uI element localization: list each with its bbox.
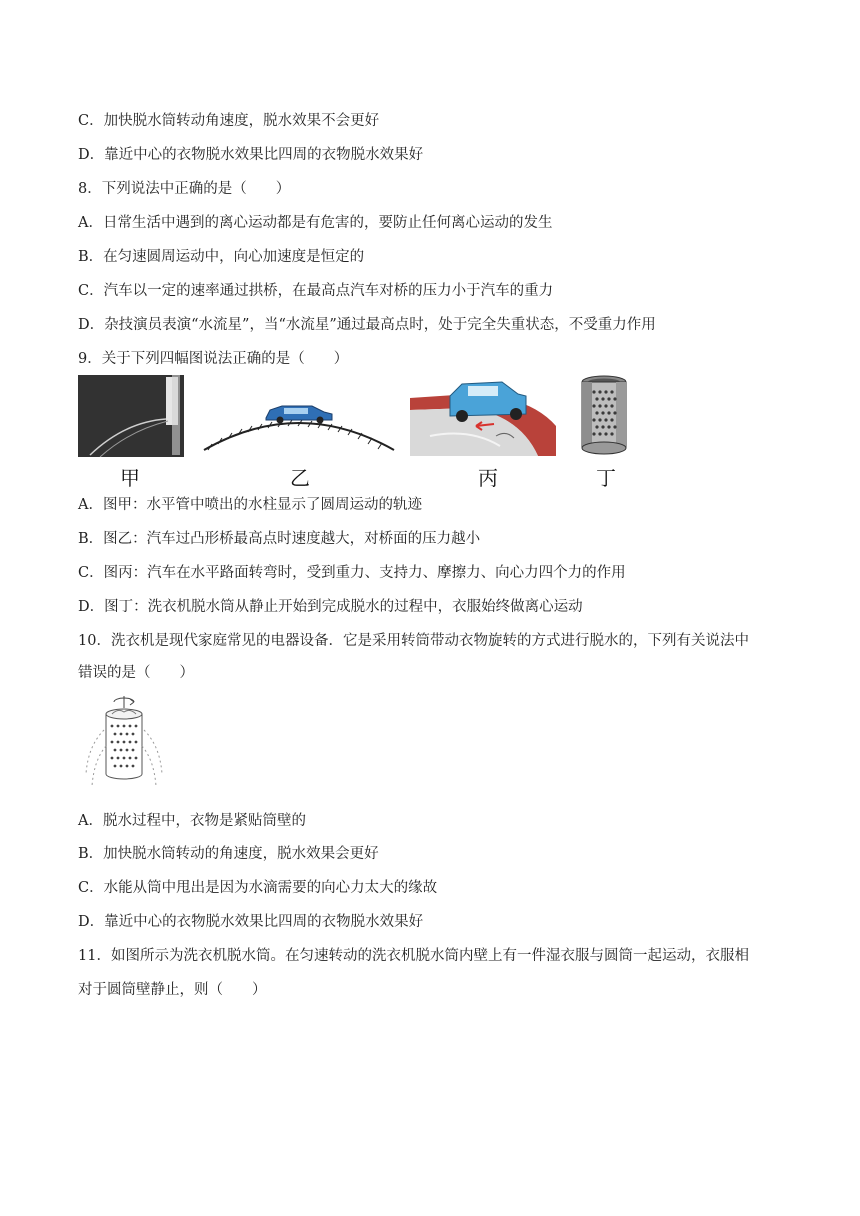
q10-option-c: C．水能从筒中甩出是因为水滴需要的向心力太大的缘故 [78,880,438,896]
q10-option-d: D．靠近中心的衣物脱水效果比四周的衣物脱水效果好 [78,914,424,930]
figure-caption-jia: 甲 [120,466,140,490]
q8-option-c: C．汽车以一定的速率通过拱桥，在最高点汽车对桥的压力小于汽车的重力 [78,283,554,299]
q9-option-b: B．图乙：汽车过凸形桥最高点时速度越大，对桥面的压力越小 [78,531,481,547]
figure-yi-image [200,388,398,452]
figure-ding-image [578,374,630,456]
washing-drum-figure [82,690,168,794]
question-8: 8．下列说法中正确的是（ ） [78,181,291,197]
question-11-line-2: 对于圆筒壁静止，则（ ） [78,982,267,998]
question-10-line-2: 错误的是（ ） [78,665,194,681]
text-line-1: C．加快脱水筒转动角速度，脱水效果不会更好 [78,113,380,129]
question-10-line-1: 10．洗衣机是现代家庭常见的电器设备．它是采用转筒带动衣物旋转的方式进行脱水的，下列有关说法中 [78,633,749,649]
q10-option-a: A．脱水过程中，衣物是紧贴筒壁的 [78,813,306,829]
q10-option-b: B．加快脱水筒转动的角速度，脱水效果会更好 [78,846,379,862]
q8-option-d: D．杂技演员表演“水流星”，当“水流星”通过最高点时，处于完全失重状态，不受重力作用 [78,317,656,333]
figure-bing-image [410,376,556,456]
question-9: 9．关于下列四幅图说法正确的是（ ） [78,351,349,367]
q8-option-b: B．在匀速圆周运动中，向心加速度是恒定的 [78,249,365,265]
figure-jia-image [78,375,184,457]
q9-option-d: D．图丁：洗衣机脱水筒从静止开始到完成脱水的过程中，衣服始终做离心运动 [78,599,583,615]
text-line-2: D．靠近中心的衣物脱水效果比四周的衣物脱水效果好 [78,147,424,163]
q8-option-a: A．日常生活中遇到的离心运动都是有危害的，要防止任何离心运动的发生 [78,215,553,231]
question-11-line-1: 11．如图所示为洗衣机脱水筒。在匀速转动的洗衣机脱水筒内壁上有一件湿衣服与圆筒一起运动，衣服相 [78,948,749,964]
figure-caption-ding: 丁 [596,466,616,490]
figure-caption-bing: 丙 [478,466,498,490]
figure-caption-yi: 乙 [290,466,310,490]
q9-option-a: A．图甲：水平管中喷出的水柱显示了圆周运动的轨迹 [78,497,422,513]
q9-option-c: C．图丙：汽车在水平路面转弯时，受到重力、支持力、摩擦力、向心力四个力的作用 [78,565,626,581]
